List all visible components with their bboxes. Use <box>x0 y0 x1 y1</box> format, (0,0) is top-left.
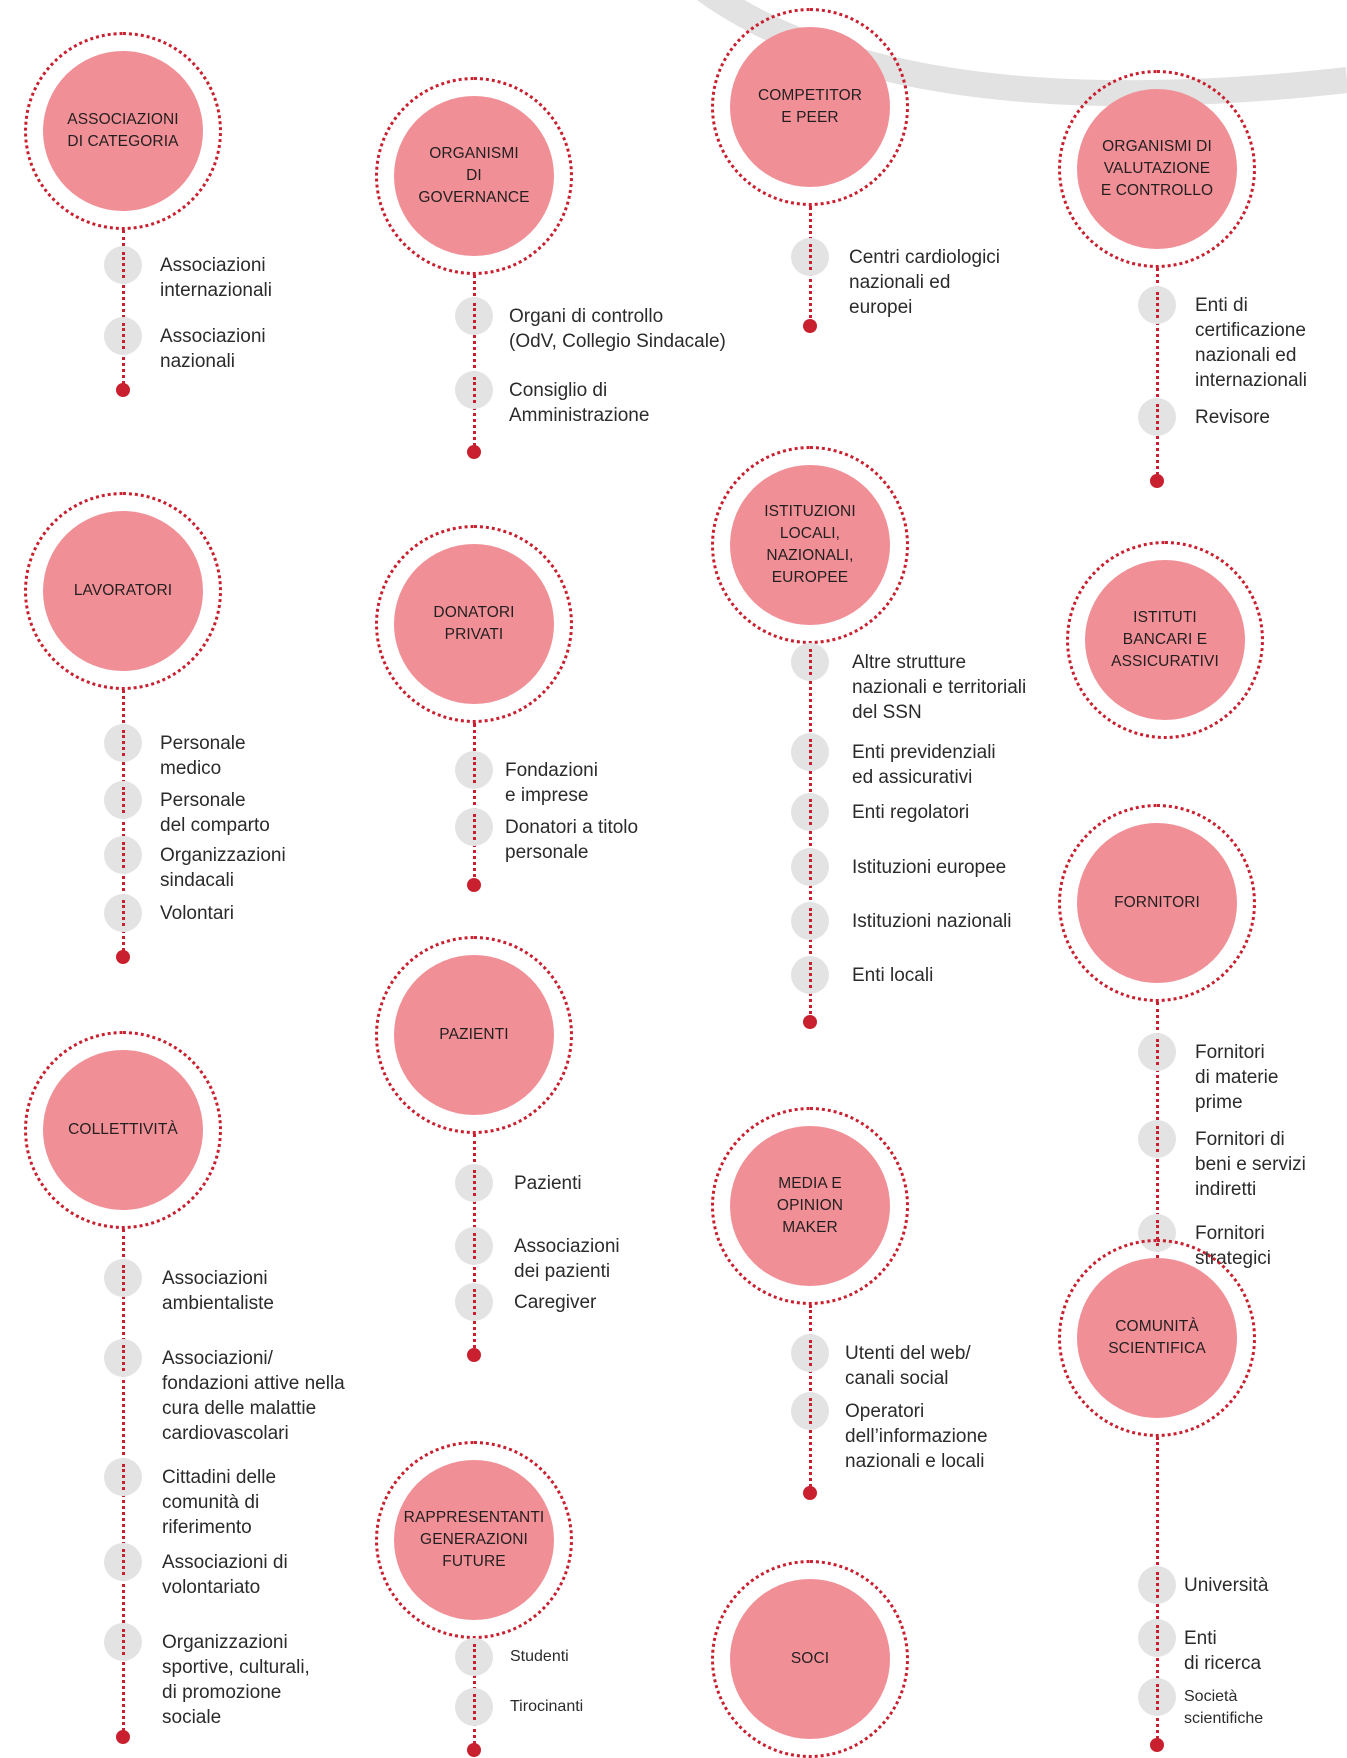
item-bullet <box>455 297 493 335</box>
hub-title: ISTITUZIONI LOCALI, NAZIONALI, EUROPEE <box>730 465 890 625</box>
item-bullet <box>791 956 829 994</box>
stakeholder-item: Enti di certificazione nazionali ed internazionali <box>1195 295 1307 391</box>
stakeholder-item: Donatori a titolo personale <box>505 817 639 863</box>
stakeholder-item: Centri cardiologici nazionali ed europei <box>849 247 1001 318</box>
stakeholder-item: Fornitori di materie prime <box>1195 1042 1279 1113</box>
item-bullet <box>104 836 142 874</box>
connector-end-dot <box>1150 1281 1164 1295</box>
item-bullet <box>1138 286 1176 324</box>
stakeholder-item: Istituzioni europee <box>852 857 1007 878</box>
connector-end-dot <box>467 1743 481 1757</box>
item-bullet <box>1138 1033 1176 1071</box>
item-bullet <box>1138 1214 1176 1252</box>
stakeholder-item: Operatori dell’informazione nazionali e locali <box>845 1401 988 1472</box>
connector-end-dot <box>803 1015 817 1029</box>
item-bullet <box>791 733 829 771</box>
item-bullet <box>104 1259 142 1297</box>
hub-title: RAPPRESENTANTI GENERAZIONI FUTURE <box>394 1460 554 1620</box>
hub-title: DONATORI PRIVATI <box>394 544 554 704</box>
item-bullet <box>455 371 493 409</box>
stakeholder-item: Personale medico <box>160 733 246 779</box>
stakeholder-item: Fornitori strategici <box>1195 1223 1272 1269</box>
connector-end-dot <box>467 878 481 892</box>
item-bullet <box>104 781 142 819</box>
stakeholder-item: Personale del comparto <box>160 790 270 836</box>
hub-title: ORGANISMI DI VALUTAZIONE E CONTROLLO <box>1077 89 1237 249</box>
item-bullet <box>791 902 829 940</box>
hub-title: FORNITORI <box>1077 823 1237 983</box>
hub-ring <box>24 492 222 690</box>
item-bullet <box>791 238 829 276</box>
connector-line <box>809 1305 812 1493</box>
hub-ring <box>375 936 573 1134</box>
item-bullet <box>104 724 142 762</box>
stakeholder-item: Caregiver <box>514 1292 597 1313</box>
connector-line <box>122 230 125 390</box>
item-bullet <box>791 1334 829 1372</box>
stakeholder-item: Enti di ricerca <box>1184 1628 1262 1674</box>
hub-ring <box>24 1031 222 1229</box>
stakeholder-item: Fornitori di beni e servizi indiretti <box>1195 1129 1306 1200</box>
connector-end-dot <box>116 383 130 397</box>
stakeholder-item: Associazioni nazionali <box>160 326 266 372</box>
hub-title: SOCI <box>730 1579 890 1739</box>
stakeholder-item: Istituzioni nazionali <box>852 911 1012 932</box>
item-bullet <box>104 1623 142 1661</box>
hub-ring <box>1058 1239 1256 1437</box>
stakeholder-item: Associazioni dei pazienti <box>514 1236 620 1282</box>
stakeholder-item: Organizzazioni sindacali <box>160 845 286 891</box>
item-bullet <box>455 808 493 846</box>
connector-line <box>122 1229 125 1737</box>
stakeholder-item: Associazioni internazionali <box>160 255 272 301</box>
item-bullet <box>1138 1566 1176 1604</box>
item-bullet <box>1138 1120 1176 1158</box>
item-bullet <box>791 793 829 831</box>
connector-end-dot <box>803 319 817 333</box>
hub-title: ISTITUTI BANCARI E ASSICURATIVI <box>1085 560 1245 720</box>
item-bullet <box>455 1227 493 1265</box>
hub-title: COMUNITÀ SCIENTIFICA <box>1077 1258 1237 1418</box>
stakeholder-item: Organizzazioni sportive, culturali, di promozione sociale <box>162 1632 310 1728</box>
stakeholder-item: Università <box>1184 1575 1269 1596</box>
hub-title: ASSOCIAZIONI DI CATEGORIA <box>43 51 203 211</box>
connector-end-dot <box>467 1348 481 1362</box>
item-bullet <box>791 643 829 681</box>
item-bullet <box>455 751 493 789</box>
connector-line <box>473 1639 476 1750</box>
hub-ring <box>711 1107 909 1305</box>
connector-line <box>473 275 476 452</box>
hub-title: LAVORATORI <box>43 511 203 671</box>
item-bullet <box>1138 1619 1176 1657</box>
stakeholder-item: Tirocinanti <box>510 1698 584 1715</box>
hub-title: COMPETITOR E PEER <box>730 27 890 187</box>
connector-line <box>473 1134 476 1355</box>
item-bullet <box>791 848 829 886</box>
hub-title: PAZIENTI <box>394 955 554 1115</box>
item-bullet <box>104 246 142 284</box>
stakeholder-item: Studenti <box>510 1648 569 1665</box>
connector-end-dot <box>1150 474 1164 488</box>
item-bullet <box>104 894 142 932</box>
hub-title: MEDIA E OPINION MAKER <box>730 1126 890 1286</box>
connector-line <box>473 723 476 885</box>
stakeholder-item: Consiglio di Amministrazione <box>509 380 650 426</box>
connector-end-dot <box>116 1730 130 1744</box>
hub-ring <box>711 1560 909 1758</box>
connector-line <box>809 206 812 326</box>
stakeholder-item: Società scientifiche <box>1184 1688 1264 1727</box>
stakeholder-item: Associazioni ambientaliste <box>162 1268 274 1314</box>
connector-line <box>1156 268 1159 481</box>
hub-ring <box>1058 70 1256 268</box>
stakeholder-item: Fondazioni e imprese <box>505 760 598 806</box>
item-bullet <box>455 1164 493 1202</box>
item-bullet <box>104 1543 142 1581</box>
hub-ring <box>711 8 909 206</box>
connector-end-dot <box>1150 1738 1164 1752</box>
connector-end-dot <box>116 950 130 964</box>
stakeholder-item: Enti locali <box>852 965 934 986</box>
stakeholder-item: Altre strutture nazionali e territoriali del SSN <box>852 652 1027 723</box>
item-bullet <box>1138 398 1176 436</box>
hub-ring <box>375 77 573 275</box>
hub-title: ORGANISMI DI GOVERNANCE <box>394 96 554 256</box>
stakeholder-item: Enti regolatori <box>852 802 970 823</box>
stakeholder-item: Cittadini delle comunità di riferimento <box>162 1467 277 1538</box>
stakeholder-item: Associazioni/ fondazioni attive nella cura delle malattie cardiovascolari <box>162 1348 345 1444</box>
item-bullet <box>104 317 142 355</box>
hub-ring <box>24 32 222 230</box>
hub-ring <box>375 525 573 723</box>
item-bullet <box>104 1339 142 1377</box>
connector-end-dot <box>467 445 481 459</box>
connector-line <box>809 644 812 1022</box>
stakeholder-item: Organi di controllo (OdV, Collegio Sindacale) <box>509 306 726 352</box>
item-bullet <box>455 1283 493 1321</box>
stakeholder-item: Utenti del web/ canali social <box>845 1343 971 1389</box>
hub-ring <box>375 1441 573 1639</box>
item-bullet <box>455 1638 493 1676</box>
hub-ring <box>1066 541 1264 739</box>
hub-ring <box>1058 804 1256 1002</box>
item-bullet <box>104 1458 142 1496</box>
stakeholder-item: Revisore <box>1195 407 1270 428</box>
connector-end-dot <box>803 1486 817 1500</box>
stakeholder-item: Volontari <box>160 903 234 924</box>
stakeholder-item: Associazioni di volontariato <box>162 1552 288 1598</box>
connector-line <box>122 690 125 957</box>
stakeholder-item: Enti previdenziali ed assicurativi <box>852 742 996 788</box>
connector-line <box>1156 1002 1159 1288</box>
item-bullet <box>791 1392 829 1430</box>
item-bullet <box>1138 1678 1176 1716</box>
connector-line <box>1156 1437 1159 1745</box>
stakeholder-item: Pazienti <box>514 1173 582 1194</box>
hub-title: COLLETTIVITÀ <box>43 1050 203 1210</box>
hub-ring <box>711 446 909 644</box>
item-bullet <box>455 1688 493 1726</box>
